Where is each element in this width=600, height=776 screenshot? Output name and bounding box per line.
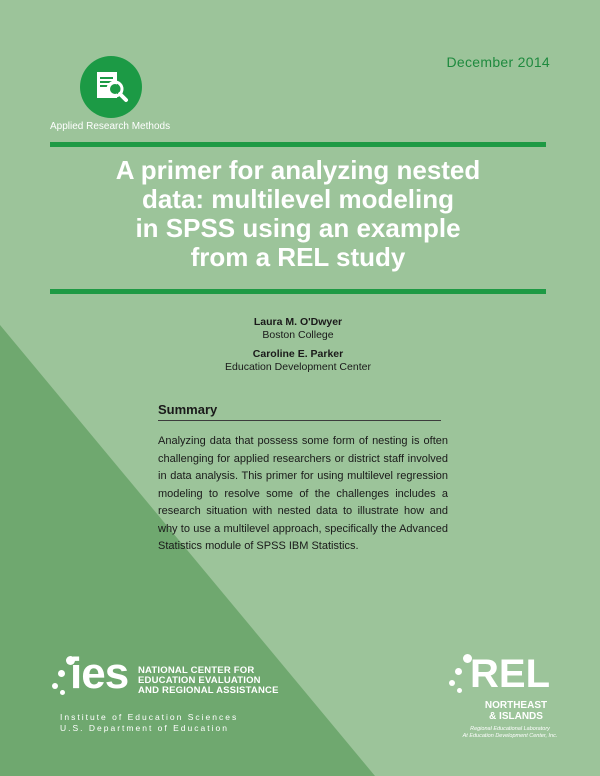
author-affiliation: Boston College: [262, 329, 334, 341]
title-line: in SPSS using an example: [135, 213, 461, 243]
title-rule-top: [50, 142, 546, 147]
author-list: [150, 316, 446, 380]
report-title: [50, 156, 546, 272]
rel-region: [460, 700, 572, 722]
publication-date: December 2014: [446, 54, 550, 70]
author-name: Caroline E. Parker: [252, 348, 344, 360]
title-line: A primer for analyzing nested: [115, 155, 481, 185]
author-affiliation: Education Development Center: [225, 361, 371, 373]
rel-region-line: & ISLANDS: [489, 711, 543, 722]
author-name: Laura M. O'Dwyer: [253, 316, 343, 328]
series-label: Applied Research Methods: [50, 121, 171, 132]
ies-sub-line: Institute of Education Sciences: [60, 712, 239, 722]
author-block: [150, 316, 446, 342]
ies-center-line: EDUCATION EVALUATION: [138, 675, 261, 686]
ies-center-name: [138, 666, 279, 696]
title-line: data: multilevel modeling: [141, 184, 455, 214]
title-line: from a REL study: [190, 242, 406, 272]
rel-small-line: Regional Educational Laboratory: [470, 726, 550, 732]
ies-center-line: NATIONAL CENTER FOR: [138, 665, 255, 676]
rel-subtitle: [448, 726, 572, 740]
ies-affiliation: [60, 712, 238, 734]
summary-text: Analyzing data that possess some form of nesting is often challenging for applied researchers or district staff involved in data analysis. This primer for using multilevel regression modeling to resolve some of the challenges includes a research situation with nested data to illustrate how and why to use a multilevel approach, specifically the Advanced Statistics module of SPSS IBM Statistics.: [158, 435, 448, 552]
summary-divider: [158, 420, 441, 421]
ies-wordmark: ies: [70, 649, 129, 698]
title-rule-bottom: [50, 289, 546, 294]
author-block: [150, 348, 446, 374]
rel-region-line: NORTHEAST: [484, 700, 548, 711]
rel-small-line: At Education Development Center, Inc.: [462, 733, 558, 739]
summary-heading: Summary: [158, 402, 218, 417]
ies-sub-line: U.S. Department of Education: [60, 723, 229, 733]
magnifier-document-icon: [80, 56, 142, 118]
ies-center-line: AND REGIONAL ASSISTANCE: [138, 685, 279, 696]
rel-wordmark: REL: [470, 652, 550, 696]
